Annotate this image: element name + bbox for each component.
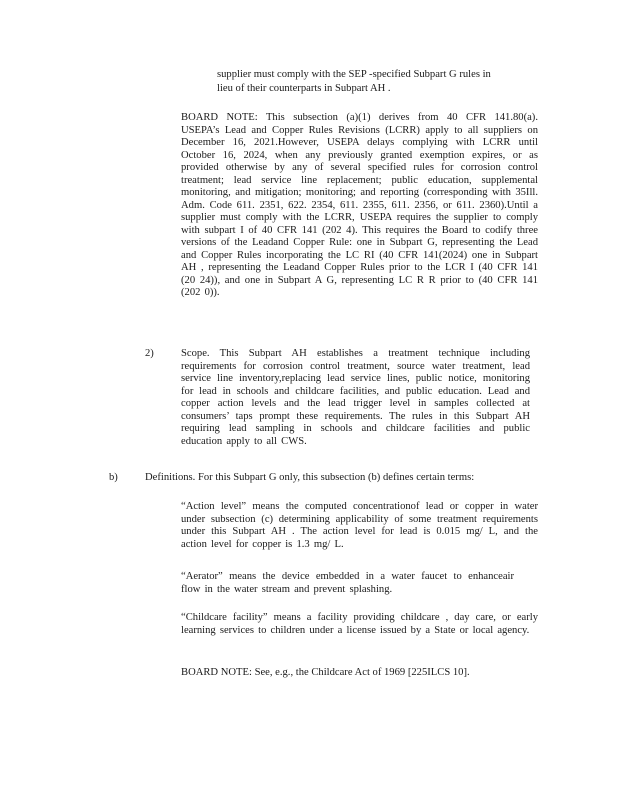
- continuation-line-1: supplier must comply with the SEP -specified Subpart G rules in: [217, 69, 491, 80]
- definition-action-level: “Action level” means the computed concentrationof lead or copper in water under subsection (c) determining applicability of some treatment requirements under this Subpart AH . The action level for lead is 0.015 mg/ L, and the action level for copper is 1.3 mg/ L.: [181, 501, 538, 550]
- definition-aerator: “Aerator” means the device embedded in a water faucet to enhanceair flow in the water stream and prevent splashing.: [181, 571, 514, 595]
- board-note-1: BOARD NOTE: This subsection (a)(1) derives from 40 CFR 141.80(a). USEPA’s Lead and Copper Rules Revisions (LCRR) apply to all suppliers on December 16, 2021.However, USEPA delays complying with LCRR until October 16, 2024, when any previously granted exemption expires, or as provided otherwise by any of several specified rules for corrosion control treatment; lead service line replacement; public education, supplemental monitoring, and mitigation; monitoring; and reporting (corresponding with 35Ill. Adm. Code 611. 2351, 622. 2354, 611. 2355, 611. 2356, or 611. 2360).Until a supplier must comply with the LCRR, USEPA requires the supplier to comply with subpart I of 40 CFR 141 (202 4). This requires the Board to codify three versions of the Leadand Copper Rule: one in Subpart G, representing the Lead and Copper Rules incorporating the LC RI (40 CFR 141(2024) one in Subpart AH , representing the Leadand Copper Rules prior to the LCR I (40 CFR 141 (20 24)), and one in Subpart A G, representing LC R R prior to (40 CFR 141 (202 0)).: [181, 112, 538, 298]
- board-note-2: BOARD NOTE: See, e.g., the Childcare Act of 1969 [225ILCS 10].: [181, 667, 470, 678]
- item-a2-marker: 2): [145, 348, 154, 359]
- item-b-marker: b): [109, 472, 118, 483]
- definitions-heading: Definitions. For this Subpart G only, this subsection (b) defines certain terms:: [145, 472, 475, 483]
- item-a2-scope-paragraph: Scope. This Subpart AH establishes a treatment technique including requirements for corrosion control treatment, source water treatment, lead service line inventory,replacing lead service lines, public notice, monitoring for lead in schools and childcare facilities, and public education. Lead and copper action levels and the lead trigger level in samples collected at consumers’ taps prompt these requirements. The rules in this Subpart AH requiring lead sampling in schools and childcare facilities and public education apply to all CWS.: [181, 348, 530, 447]
- definition-childcare-facility: “Childcare facility” means a facility providing childcare , day care, or early learning services to children under a license issued by a State or local agency.: [181, 612, 538, 636]
- continuation-line-2: lieu of their counterparts in Subpart AH .: [217, 83, 391, 94]
